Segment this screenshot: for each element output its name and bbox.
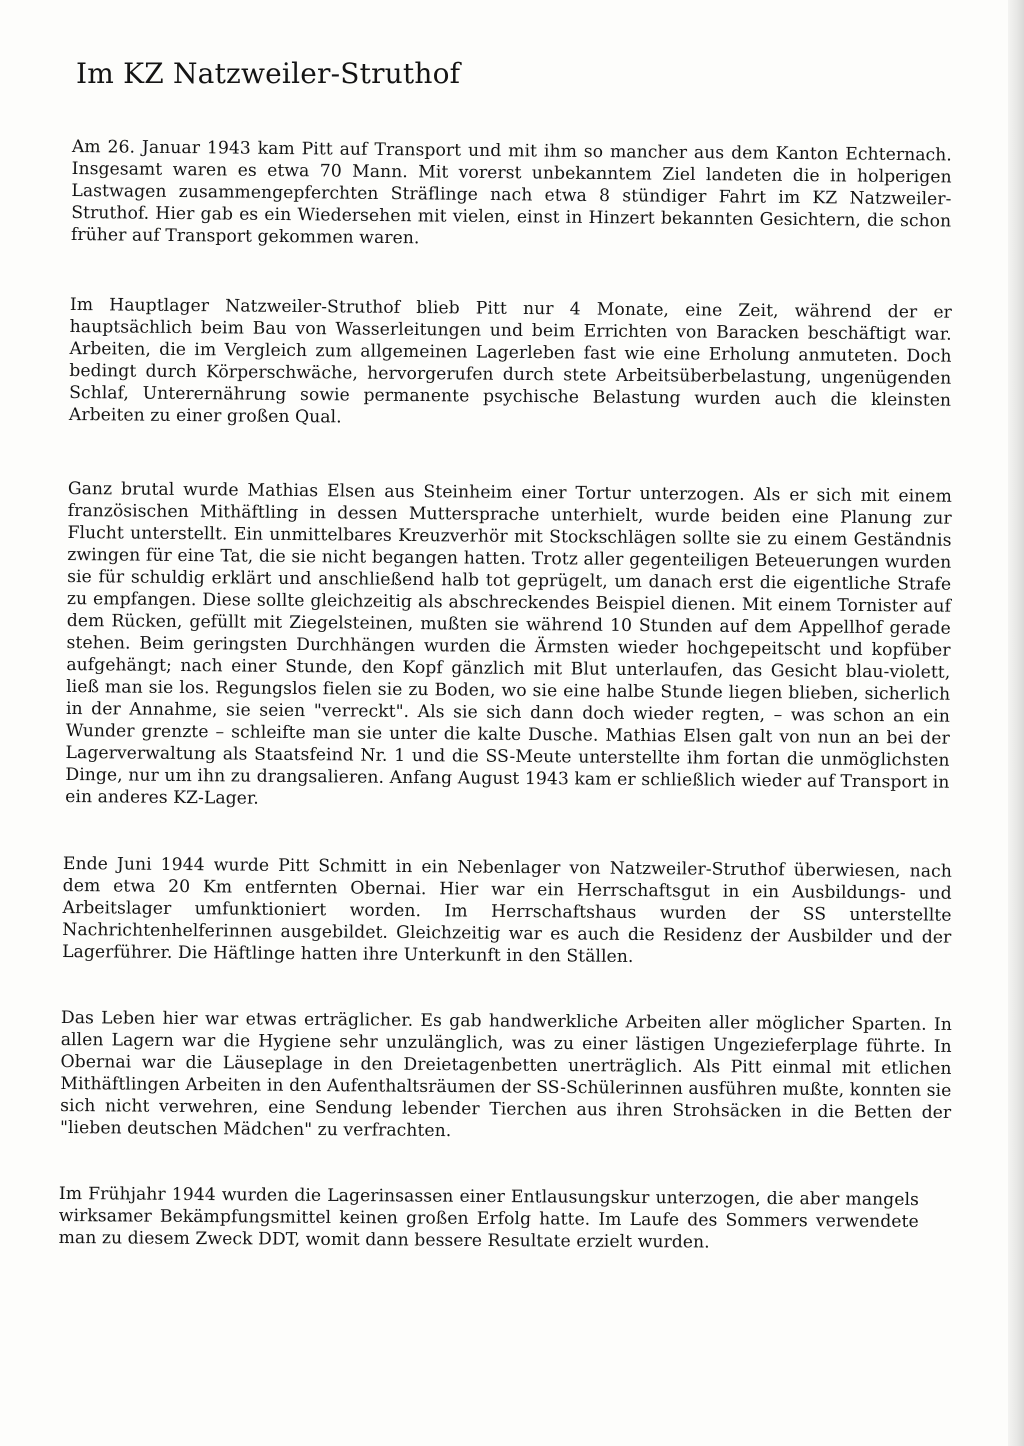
paragraph-hauptlager: Im Hauptlager Natzweiler-Struthof blieb Pitt nur 4 Monate, eine Zeit, während der er hauptsächlich beim Bau von Wasserleitungen und beim Errichten von Baracken beschäftigt war. Arbeiten, die im Vergleich zum allgemeinen Lagerleben fast wie eine Erholung anmuteten. Doch bedingt durch Körperschwäche, hervorgerufen durch stete Arbeitsüberbelastung, ungenügenden Schlaf, Unterernährung sowie permanente psychische Belastung wurden auch die kleinsten Arbeiten zu einer großen Qual.: [68, 294, 952, 428]
paragraph-transport: Am 26. Januar 1943 kam Pitt auf Transport und mit ihm so mancher aus dem Kanton Echternach. Insgesamt waren es etwa 70 Mann. Mit vorerst unbekanntem Ziel landeten die in holperigen Lastwagen zusammengepferchten Sträflinge nach etwa 8 stündiger Fahrt im KZ Natzweiler-Struthof. Hier gab es ein Wiedersehen mit vielen, einst in Hinzert bekannten Gesichtern, die schon früher auf Transport gekommen waren.: [70, 136, 952, 249]
page-content: [58, 52, 952, 1253]
paragraph-leben: Das Leben hier war etwas erträglicher. Es gab handwerkliche Arbeiten aller möglicher Sparten. In allen Lagern war die Hygiene sehr unzulänglich, was zu einer lästigen Ungezieferplage führte. In Obernai war die Läuseplage in den Dreietagenbetten unerträglich. Als Pitt einmal mit etlichen Mithäftlingen Arbeiten in den Aufenthaltsräumen der SS-Schülerinnen ausführen mußte, konnten sie sich nicht verwehren, eine Sendung lebender Tierchen aus ihren Strohsäcken in die Betten der "lieben deutschen Mädchen" zu verfrachten.: [59, 1007, 952, 1142]
paragraph-mathias-elsen: Ganz brutal wurde Mathias Elsen aus Steinheim einer Tortur unterzogen. Als er sich mit einem französischen Mithäftling in dessen Muttersprache unterhielt, wurde beiden eine Planung zur Flucht unterstellt. Ein unmittelbares Kreuzverhör mit Stockschlägen sollte sie zu einem Geständnis zwingen für eine Tat, die sie nicht begangen hatten. Trotz aller gegenteiligen Beteuerungen wurden sie für schuldig erklärt und anschließend halb tot geprügelt, um danach erst die eigentliche Strafe zu empfangen. Diese sollte gleichzeitig als abschreckendes Beispiel dienen. Mit einem Tornister auf dem Rücken, gefüllt mit Ziegelsteinen, mußten sie während 10 Stunden auf dem Appellhof gerade stehen. Beim geringsten Durchhängen wurden die Ärmsten wieder hochgepeitscht und kopfüber aufgehängt; nach einer Stunde, den Kopf gänzlich mit Blut unterlaufen, das Gesicht blau-violett, ließ man sie los. Regungslos fielen sie zu Boden, wo sie eine halbe Stunde liegen blieben, sicherlich in der Annahme, sie seien "verreckt". Als sie sich dann doch wieder regten, – was schon an ein Wunder grenzte – schleifte man sie unter die kalte Dusche. Mathias Elsen galt von nun an bei der Lagerverwaltung als Staatsfeind Nr. 1 und die SS-Meute unterstellte ihm fortan die unmöglichsten Dinge, nur um ihn zu drangsalieren. Anfang August 1943 kam er schließlich wieder auf Transport in ein anderes KZ-Lager.: [65, 478, 952, 809]
page-edge-shadow: [1008, 0, 1024, 1446]
paragraph-obernai: Ende Juni 1944 wurde Pitt Schmitt in ein Nebenlager von Natzweiler-Struthof überwiesen, nach dem etwa 20 Km entfernten Obernai. Hier war ein Herrschaftsgut in ein Ausbildungs- und Arbeitslager umfunktioniert worden. Im Herrschaftshaus wurden der SS unterstellte Nachrichtenhelferinnen ausgebildet. Gleichzeitig war es auch die Residenz der Ausbilder und der Lagerführer. Die Häftlinge hatten ihre Unterkunft in den Ställen.: [62, 853, 952, 967]
chapter-title: Im KZ Natzweiler-Struthof: [76, 57, 461, 90]
paragraph-entlausung: Im Frühjahr 1944 wurden die Lagerinsassen einer Entlausungskur unterzogen, die aber mangels wirksamer Bekämpfungsmittel keinen großen Erfolg hatte. Im Laufe des Sommers verwendete man zu diesem Zweck DDT, womit dann bessere Resultate erzielt wurden.: [58, 1184, 919, 1253]
